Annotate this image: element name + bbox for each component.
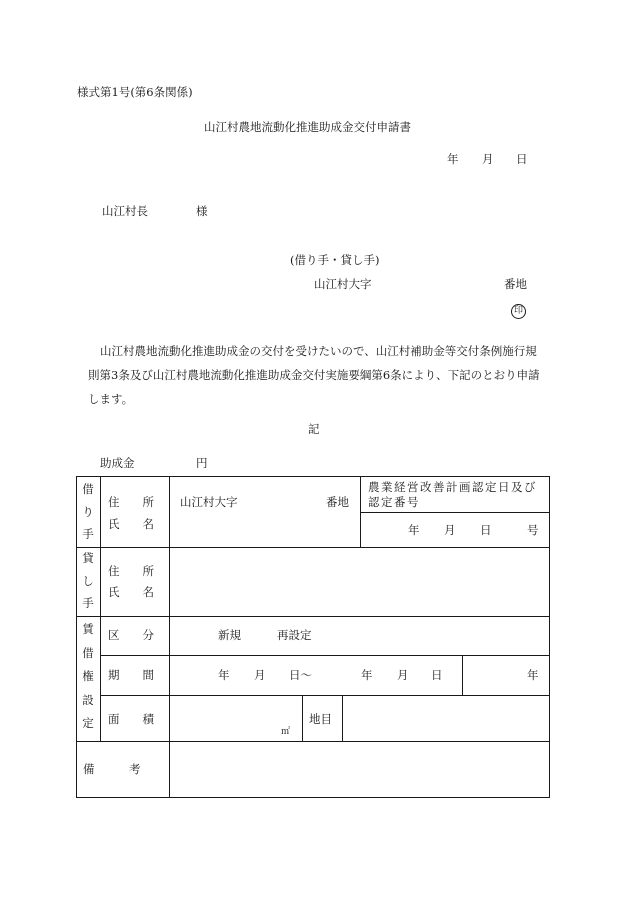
addressee-name: 山江村長: [102, 204, 148, 218]
cert-label-line-2: 認定番号: [368, 495, 420, 509]
period-years: 年: [527, 668, 539, 682]
borrower-char-3: 手: [82, 527, 94, 541]
section-separator-3: [76, 741, 550, 742]
table-border-left: [76, 476, 77, 798]
applicant-role: (借り手・貸し手): [290, 253, 380, 267]
lease-row-divider-1: [100, 655, 550, 656]
area-divider: [302, 695, 303, 742]
cert-row-divider: [360, 512, 550, 513]
cert-month: 月: [444, 523, 456, 537]
date-year: 年: [447, 152, 459, 166]
addressee-honorific: 様: [196, 204, 208, 218]
borrower-name-label: 氏 名: [108, 517, 154, 531]
lease-char-3: 権: [82, 669, 94, 683]
lender-char-1: 貸: [82, 551, 94, 565]
remarks-label: 備 考: [83, 762, 141, 776]
seal-mark: 印: [511, 304, 526, 319]
category-label: 区 分: [108, 628, 154, 642]
period-divider: [462, 655, 463, 696]
period-to-year: 年: [361, 668, 373, 682]
borrower-group-label: [81, 484, 95, 541]
label-column-divider: [169, 476, 170, 798]
area-label: 面 積: [108, 712, 154, 726]
cert-number: 号: [527, 523, 539, 537]
lender-address-label: 住 所: [108, 564, 154, 578]
period-from-year: 年: [218, 668, 230, 682]
application-body: [88, 339, 558, 411]
lease-row-divider-2: [100, 695, 550, 696]
period-label: 期 間: [108, 668, 154, 682]
form-number: 様式第1号(第6条関係): [77, 85, 193, 99]
category-new: 新規: [218, 628, 241, 642]
borrower-char-2: り: [82, 504, 94, 519]
lender-char-2: し: [82, 573, 94, 588]
applicant-address-suffix: 番地: [504, 277, 527, 291]
period-from-month: 月: [254, 668, 266, 682]
date-day: 日: [516, 152, 528, 166]
borrower-address-prefix: 山江村大字: [180, 495, 238, 509]
land-category-divider: [342, 695, 343, 742]
body-line-2: 則第3条及び山江村農地流動化推進助成金交付実施要綱第6条により、下記のとおり申請: [88, 368, 540, 382]
applicant-address-prefix: 山江村大字: [314, 277, 372, 291]
document-title: 山江村農地流動化推進助成金交付申請書: [204, 120, 411, 134]
body-line-3: します。: [88, 392, 134, 406]
lender-char-3: 手: [82, 596, 94, 610]
cert-year: 年: [408, 523, 420, 537]
body-line-1: 山江村農地流動化推進助成金の交付を受けたいので、山江村補助金等交付条例施行規: [100, 344, 537, 358]
lease-char-2: 借: [82, 645, 94, 660]
section-separator-1: [76, 547, 550, 548]
lease-char-5: 定: [82, 716, 94, 730]
amount-unit: 円: [196, 456, 208, 470]
lease-group-label: [81, 624, 95, 730]
cert-label-line-1: 農業経営改善計画認定日及び: [368, 480, 537, 494]
table-border-top: [76, 476, 550, 477]
lender-group-label: [81, 553, 95, 610]
ki-heading: 記: [308, 422, 320, 436]
land-category-label: 地目: [309, 712, 332, 726]
lender-name-label: 氏 名: [108, 585, 154, 599]
section-separator-2: [76, 616, 550, 617]
category-renew: 再設定: [277, 628, 312, 642]
borrower-address-label: 住 所: [108, 495, 154, 509]
lease-char-4: 設: [82, 692, 94, 707]
table-border-bottom: [76, 797, 550, 798]
period-to-month: 月: [397, 668, 409, 682]
group-column-divider: [100, 476, 101, 742]
date-month: 月: [482, 152, 494, 166]
period-to-day: 日: [431, 668, 443, 682]
borrower-char-1: 借: [82, 482, 94, 496]
lease-char-1: 賃: [82, 622, 94, 636]
period-from-day: 日〜: [289, 668, 312, 682]
cert-day: 日: [480, 523, 492, 537]
area-unit: ㎡: [281, 727, 291, 737]
amount-label: 助成金: [100, 456, 135, 470]
table-border-right: [549, 476, 550, 798]
borrower-address-suffix: 番地: [326, 495, 349, 509]
